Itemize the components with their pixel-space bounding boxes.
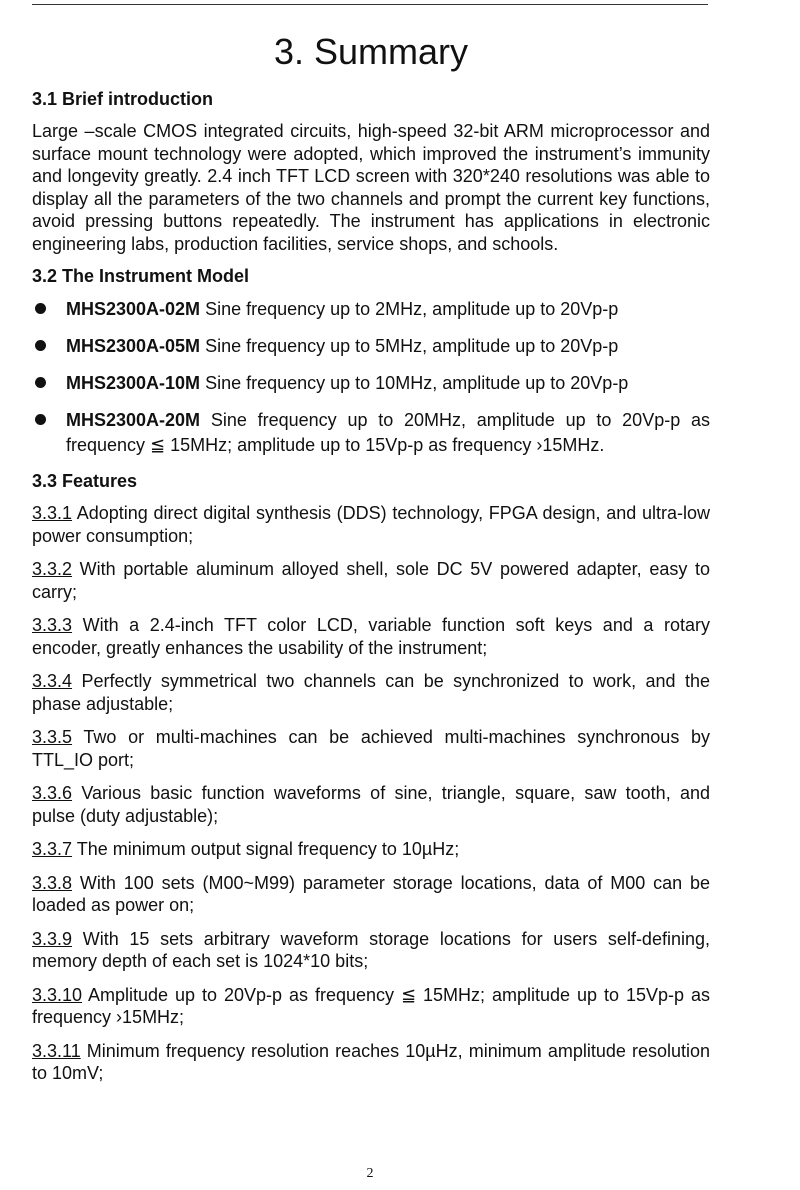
feature-item [32,558,710,603]
feature-text: With 100 sets (M00~M99) parameter storage locations, data of M00 can be loaded as power on; [32,872,710,915]
feature-item [32,614,710,659]
intro-paragraph: Large –scale CMOS integrated circuits, high-speed 32-bit ARM microprocessor and surface mount technology were adopted, which improved the instrument’s immunity and longevity greatly. 2.4 inch TFT LCD screen with 320*240 resolutions was able to display all the parameters of the two channels and prompt the current key functions, avoid pressing buttons repeatedly. The instrument has applications in electronic engineering labs, production facilities, service shops, and schools. [32,121,710,254]
feature-number: 3.3.7 [32,839,73,859]
feature-text: With portable aluminum alloyed shell, sole DC 5V powered adapter, easy to carry; [32,559,710,602]
feature-item [32,782,710,827]
feature-number: 3.3.9 [32,928,73,949]
feature-item [32,928,710,973]
feature-item [32,726,710,771]
model-list [32,297,710,458]
bullet-icon [35,340,46,351]
feature-item [32,1040,710,1085]
feature-text: With a 2.4-inch TFT color LCD, variable function soft keys and a rotary encoder, greatly enhances the usability of the instrument; [32,615,710,658]
section-heading-model: 3.2 The Instrument Model [32,266,250,286]
feature-number: 3.3.4 [32,671,73,691]
header-rule [32,4,708,5]
model-item [32,297,710,322]
feature-text: Perfectly symmetrical two channels can be synchronized to work, and the phase adjustable; [32,671,710,714]
bullet-icon [35,303,46,314]
page-number: 2 [366,1166,374,1181]
feature-text: Minimum frequency resolution reaches 10µHz, minimum amplitude resolution to 10mV; [32,1040,710,1083]
model-description: Sine frequency up to 20MHz, amplitude up to 20Vp-p as frequency ≦ 15MHz; amplitude up to 15Vp-p as frequency ›15MHz. [66,410,710,455]
feature-number: 3.3.6 [32,783,73,803]
model-item [32,371,710,396]
feature-number: 3.3.10 [32,984,83,1005]
bullet-icon [35,414,46,425]
feature-number: 3.3.3 [32,615,73,635]
section-heading-intro: 3.1 Brief introduction [32,89,214,109]
model-description: Sine frequency up to 5MHz, amplitude up to 20Vp-p [200,336,619,356]
feature-text: With 15 sets arbitrary waveform storage locations for users self-defining, memory depth of each set is 1024*10 bits; [32,928,710,971]
bullet-icon [35,377,46,388]
feature-number: 3.3.5 [32,727,73,747]
model-description: Sine frequency up to 10MHz, amplitude up to 20Vp-p [200,373,629,393]
feature-item [32,838,710,861]
feature-text: The minimum output signal frequency to 10µHz; [72,839,460,859]
feature-item [32,502,710,547]
model-name: MHS2300A-02M [66,299,201,319]
feature-number: 3.3.11 [32,1040,81,1061]
feature-text: Two or multi-machines can be achieved multi-machines synchronous by TTL_IO port; [32,727,710,770]
model-item [32,334,710,359]
feature-number: 3.3.8 [32,872,73,893]
model-description: Sine frequency up to 2MHz, amplitude up to 20Vp-p [200,299,619,319]
feature-number: 3.3.1 [32,503,73,523]
document-page [32,30,710,1096]
feature-item [32,670,710,715]
model-name: MHS2300A-20M [66,410,201,430]
model-item [32,408,710,458]
feature-text: Adopting direct digital synthesis (DDS) technology, FPGA design, and ultra-low power consumption; [32,503,710,546]
page-title: 3. Summary [273,31,469,72]
feature-text: Various basic function waveforms of sine, triangle, square, saw tooth, and pulse (duty adjustable); [32,783,710,826]
feature-number: 3.3.2 [32,559,73,579]
model-name: MHS2300A-05M [66,336,201,356]
model-name: MHS2300A-10M [66,373,201,393]
feature-item [32,984,710,1029]
feature-text: Amplitude up to 20Vp-p as frequency ≦ 15MHz; amplitude up to 15Vp-p as frequency ›15MHz; [32,984,710,1027]
section-heading-features: 3.3 Features [32,471,138,491]
feature-item [32,872,710,917]
